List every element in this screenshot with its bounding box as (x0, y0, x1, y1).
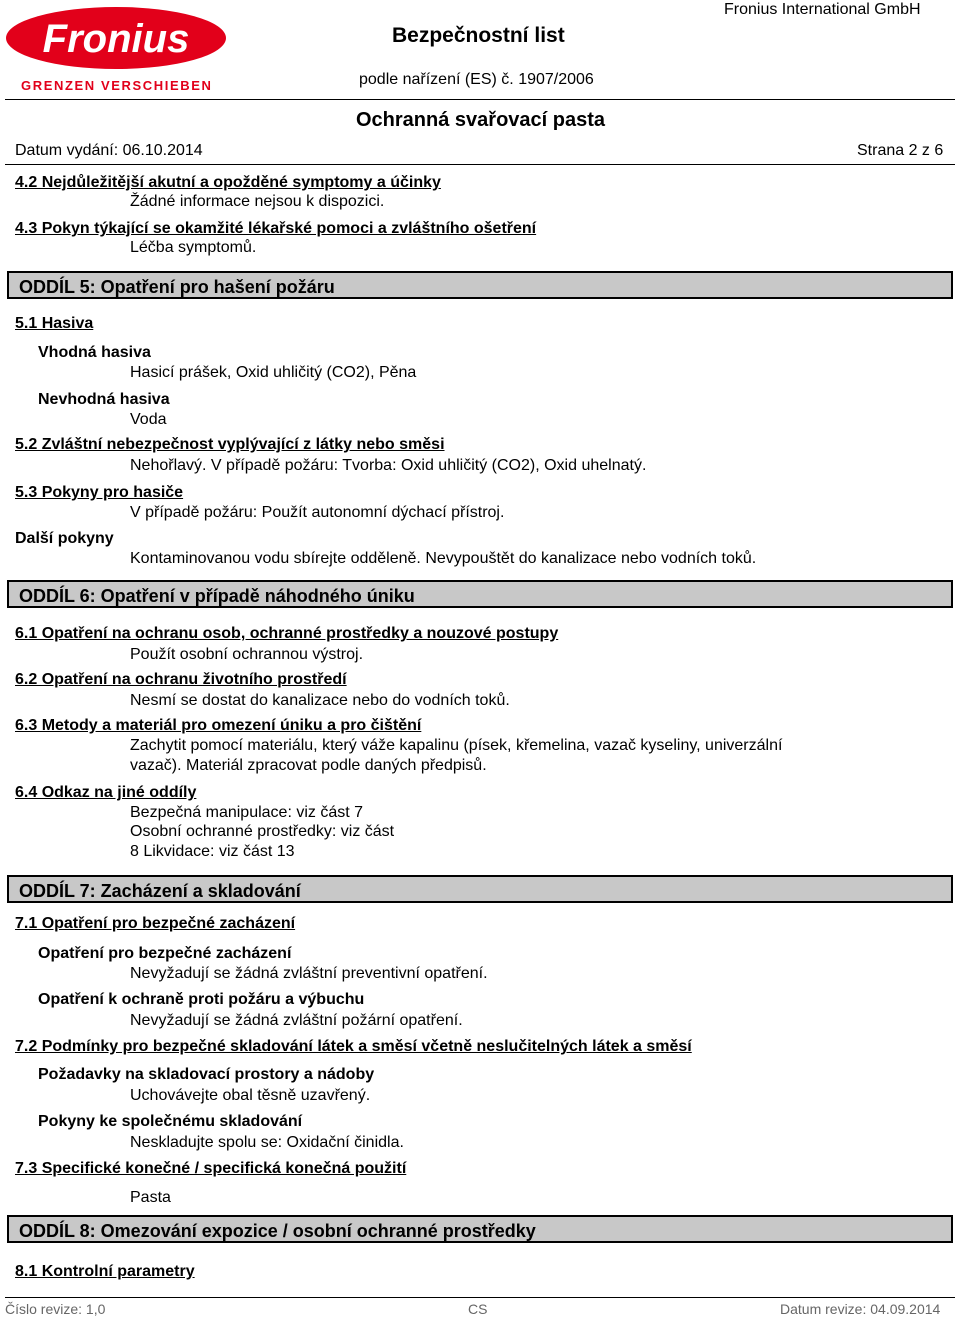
reference-ppe: Osobní ochranné prostředky: viz část (130, 823, 395, 840)
document-title: Bezpečnostní list (392, 24, 565, 47)
storage-requirements-text: Uchovávejte obal těsně uzavřený. (130, 1087, 371, 1104)
revision-number: Číslo revize: 1,0 (5, 1301, 106, 1317)
unsuitable-media-text: Voda (130, 411, 167, 428)
subsection-6-3-text: Zachytit pomocí materiálu, který váže kapalinu (písek, křemelina, vazač kyseliny, univerzální vazač). Materiál zpracovat podle daných předpisů. (130, 737, 783, 774)
joint-storage-label: Pokyny ke společnému skladování (38, 1113, 303, 1130)
section-8-header (7, 1215, 953, 1243)
subsection-8-1-heading: 8.1 Kontrolní parametry (15, 1263, 195, 1280)
fire-protection-label: Opatření k ochraně proti požáru a výbuchu (38, 991, 365, 1008)
subsection-6-4-heading: 6.4 Odkaz na jiné oddíly (15, 784, 197, 801)
other-info-label: Další pokyny (15, 530, 114, 547)
subsection-5-3-text: V případě požáru: Použít autonomní dýchací přístroj. (130, 504, 505, 521)
section-5-header (7, 271, 953, 299)
section-8-title: ODDÍL 8: Omezování expozice / osobní ochranné prostředky (19, 1221, 536, 1241)
section-6-title: ODDÍL 6: Opatření v případě náhodného úniku (19, 586, 415, 606)
reference-disposal: 8 Likvidace: viz část 13 (130, 843, 295, 860)
section-6-header (7, 580, 953, 608)
subsection-7-1-heading: 7.1 Opatření pro bezpečné zacházení (15, 915, 296, 932)
revision-date: Datum revize: 04.09.2014 (780, 1301, 941, 1317)
storage-requirements-label: Požadavky na skladovací prostory a nádoby (38, 1066, 375, 1083)
footer-divider (5, 1297, 955, 1298)
joint-storage-text: Neskladujte spolu se: Oxidační činidla. (130, 1134, 404, 1151)
section-7-title: ODDÍL 7: Zacházení a skladování (19, 881, 301, 901)
issue-date: Datum vydání: 06.10.2014 (15, 142, 203, 159)
subsection-6-2-heading: 6.2 Opatření na ochranu životního prostředí (15, 671, 347, 688)
header-divider (5, 99, 955, 100)
logo-wordmark: Fronius (42, 17, 190, 61)
subsection-6-1-text: Použít osobní ochrannou výstroj. (130, 646, 364, 663)
subsection-6-1-heading: 6.1 Opatření na ochranu osob, ochranné prostředky a nouzové postupy (15, 625, 559, 642)
reference-safe-handling: Bezpečná manipulace: viz část 7 (130, 804, 364, 821)
other-info-text: Kontaminovanou vodu sbírejte odděleně. Nevypouštět do kanalizace nebo vodních toků. (130, 550, 757, 567)
product-name: Ochranná svařovací pasta (356, 109, 606, 131)
subsection-5-3-heading: 5.3 Pokyny pro hasiče (15, 484, 184, 501)
safe-handling-text: Nevyžadují se žádná zvláštní preventivní opatření. (130, 965, 488, 982)
page-number: Strana 2 z 6 (857, 142, 944, 159)
subsection-7-3-heading: 7.3 Specifické konečné / specifická konečná použití (15, 1160, 407, 1177)
subsection-4-2-text: Žádné informace nejsou k dispozici. (130, 193, 385, 210)
language-code: CS (468, 1301, 488, 1317)
subsection-5-2-text: Nehořlavý. V případě požáru: Tvorba: Oxid uhličitý (CO2), Oxid uhelnatý. (130, 457, 647, 474)
subsection-4-2-heading: 4.2 Nejdůležitější akutní a opožděné symptomy a účinky (15, 174, 441, 191)
subsection-4-3-text: Léčba symptomů. (130, 239, 257, 256)
unsuitable-media-label: Nevhodná hasiva (38, 391, 170, 408)
subsection-7-2-heading: 7.2 Podmínky pro bezpečné skladování látek a směsí včetně neslučitelných látek a směsí (15, 1038, 692, 1055)
subsection-6-3-heading: 6.3 Metody a materiál pro omezení úniku a pro čištění (15, 717, 422, 734)
subsection-5-1-heading: 5.1 Hasiva (15, 315, 94, 332)
subsection-7-3-text: Pasta (130, 1189, 171, 1206)
suitable-media-text: Hasicí prášek, Oxid uhličitý (CO2), Pěna (130, 364, 417, 381)
section-7-header (7, 875, 953, 903)
regulation-reference: podle nařízení (ES) č. 1907/2006 (359, 71, 594, 88)
subsection-4-3-heading: 4.3 Pokyn týkající se okamžité lékařské pomoci a zvláštního ošetření (15, 220, 537, 237)
company-name: Fronius International GmbH (724, 1, 921, 18)
section-5-title: ODDÍL 5: Opatření pro hašení požáru (19, 277, 335, 297)
subsection-5-2-heading: 5.2 Zvláštní nebezpečnost vyplývající z látky nebo směsi (15, 436, 445, 453)
subsection-6-2-text: Nesmí se dostat do kanalizace nebo do vodních toků. (130, 692, 510, 709)
fire-protection-text: Nevyžadují se žádná zvláštní požární opatření. (130, 1012, 463, 1029)
header-bottom-divider (5, 164, 955, 165)
logo-tagline: GRENZEN VERSCHIEBEN (21, 78, 213, 93)
safe-handling-label: Opatření pro bezpečné zacházení (38, 945, 292, 962)
suitable-media-label: Vhodná hasiva (38, 344, 151, 361)
